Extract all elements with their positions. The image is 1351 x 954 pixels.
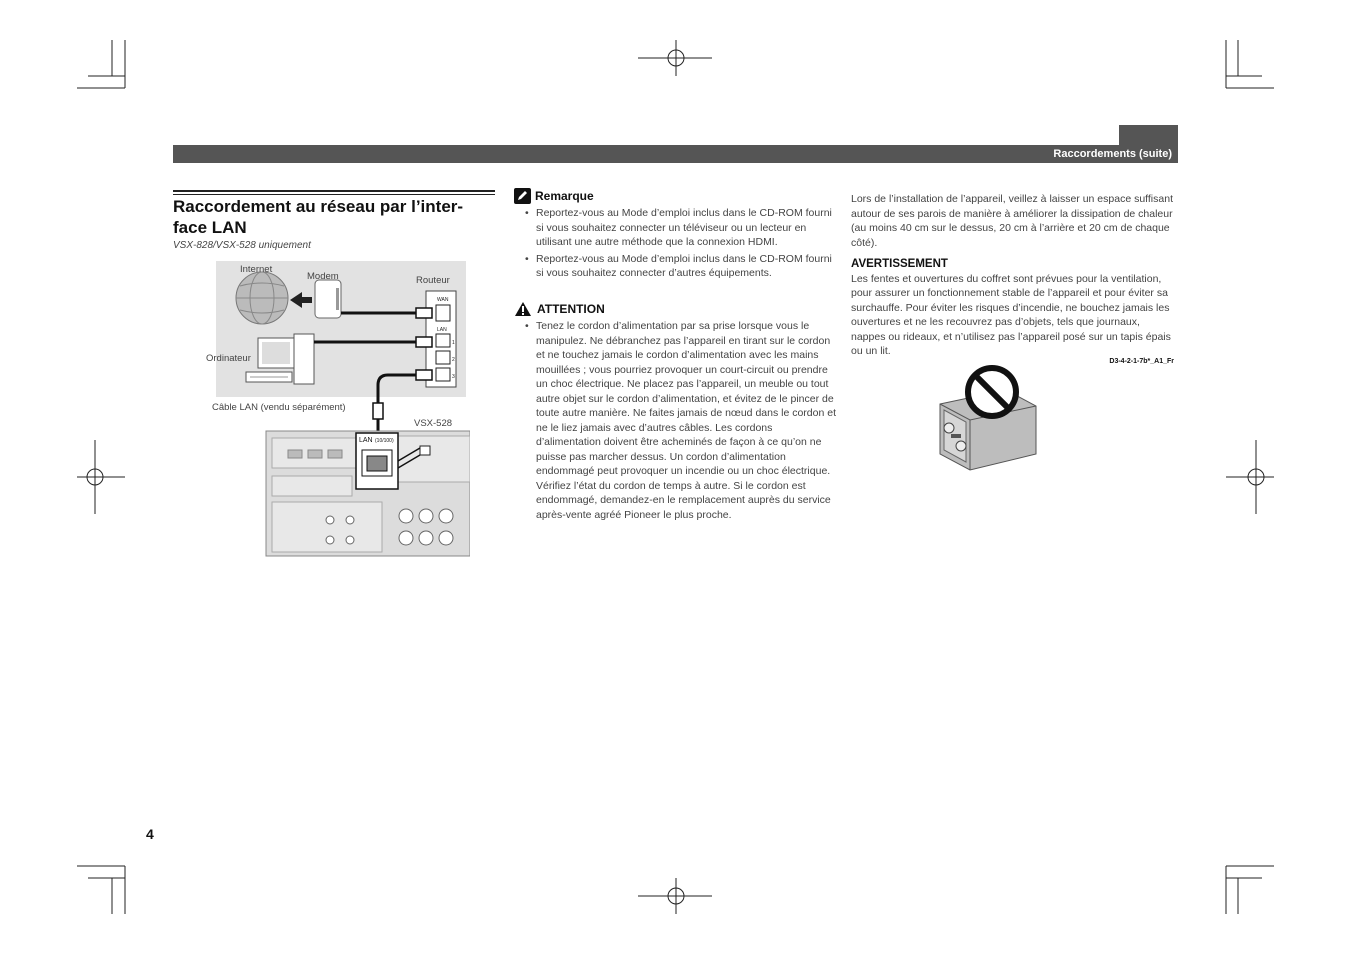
model-label: VSX-528	[414, 418, 453, 429]
note-pencil-icon	[514, 188, 531, 204]
document-code: D3-4-2-1-7b*_A1_Fr	[1109, 358, 1174, 365]
router-port-3: 3	[452, 374, 455, 380]
lan-port-speed: (10/100)	[375, 438, 394, 444]
modem-icon	[315, 280, 341, 318]
router-port-2: 2	[452, 357, 455, 363]
note-list	[514, 206, 839, 281]
prohibited-icon	[968, 368, 1016, 416]
note-section	[514, 188, 839, 283]
warning-title: AVERTISSEMENT	[851, 258, 948, 270]
internet-label: Internet	[240, 264, 273, 275]
header-band	[173, 145, 1178, 163]
page-title	[173, 196, 503, 238]
attention-list	[514, 319, 839, 522]
section-title: Raccordements (suite)	[1053, 148, 1172, 160]
page-number: 4	[146, 826, 154, 842]
router-wan-label: WAN	[437, 297, 449, 303]
internet-globe-icon	[236, 272, 288, 324]
note-title: Remarque	[535, 188, 594, 203]
lan-port-label: LAN	[359, 437, 373, 444]
page-title-line2: face LAN	[173, 218, 247, 237]
attention-item: • Tenez le cordon d’alimentation par sa prise lorsque vous le manipulez. Ne débranchez pas l’appareil en tirant sur le cordon et ne touchez jamais le cordon d’alimentation avec les mains mouillées ; vous pourriez provoquer un court-circuit ou prendre un choc électrique. Ne placez pas l’appareil, un meuble ou tout autre objet sur le cordon d’alimentation, et évitez de le pincer de toute autre manière. Ne faites jamais de nœud dans le cordon et ne le liez jamais avec d’autres câbles. Les cordons d’alimentation doivent être acheminés de façon à ce qu’on ne puisse pas marcher dessus. Un cordon d’alimentation endommagé peut provoquer un incendie ou un choc électrique. Vérifiez l’état du cordon de temps à autre. Si le cordon est endommagé, demandez-en le remplacement auprès du service après-vente agréé Pioneer le plus proche.	[536, 319, 839, 522]
lan-connection-diagram	[200, 258, 470, 560]
title-rule-bottom	[173, 194, 495, 195]
attention-section	[514, 301, 839, 524]
page-title-line1: Raccordement au réseau par l’inter-	[173, 197, 464, 216]
warning-triangle-icon	[514, 301, 532, 317]
note-item: • Reportez-vous au Mode d’emploi inclus dans le CD-ROM fourni si vous souhaitez connecter d’autres équipements.	[536, 252, 839, 281]
modem-label: Modem	[307, 271, 339, 282]
computer-label: Ordinateur	[206, 353, 251, 364]
models-subtitle: VSX-828/VSX-528 uniquement	[173, 240, 311, 251]
no-cover-receiver-illustration	[936, 362, 1040, 474]
router-lan-label: LAN	[437, 327, 447, 333]
attention-title: ATTENTION	[537, 301, 605, 316]
header-tab	[1119, 125, 1178, 145]
installation-intro: Lors de l’installation de l’appareil, veillez à laisser un espace suffisant autour de ses parois de manière à améliorer la dissipation de chaleur (au moins 40 cm sur le dessus, 20 cm à l’arrière et 20 cm de chaque côté).	[851, 193, 1173, 249]
cable-label: Câble LAN (vendu séparément)	[212, 402, 346, 413]
warning-section	[851, 257, 1176, 359]
note-item: • Reportez-vous au Mode d’emploi inclus dans le CD-ROM fourni si vous souhaitez connecter un téléviseur ou un lecteur en utilisant une autre méthode que la connexion HDMI.	[536, 206, 839, 250]
router-label: Routeur	[416, 275, 450, 286]
title-rule-top	[173, 190, 495, 192]
router-port-1: 1	[452, 340, 455, 346]
warning-text: Les fentes et ouvertures du coffret sont prévues pour la ventilation, pour assurer un fonctionnement stable de l’appareil et pour éviter sa surchauffe. Pour éviter les risques d’incendie, ne bouchez jamais les ouvertures et ne les recouvrez pas d’objets, tels que journaux, nappes ou rideaux, et n’utilisez pas l’appareil posé sur un tapis épais ou un lit.	[851, 272, 1171, 357]
